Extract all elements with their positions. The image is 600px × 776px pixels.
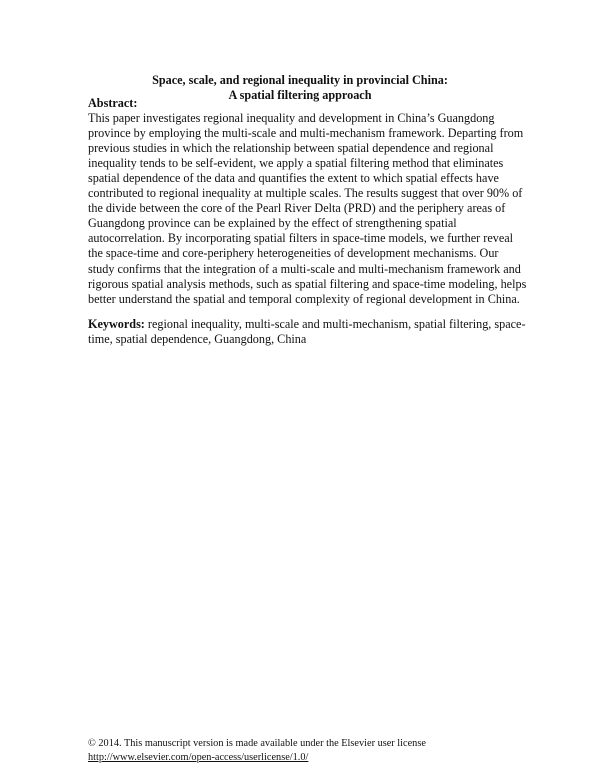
keywords-section (88, 317, 526, 347)
abstract-line: study confirms that the integration of a multi-scale and multi-mechanism framework and (88, 261, 521, 276)
title-line-2: A spatial filtering approach (228, 87, 372, 102)
abstract-line: Guangdong province can be explained by the effect of strengthening spatial (88, 216, 457, 231)
abstract-line: the divide between the core of the Pearl River Delta (PRD) and the periphery areas of (88, 201, 506, 216)
abstract-line: previous studies in which the relationship between spatial dependence and regional (88, 141, 494, 156)
abstract-line: spatial dependence of the data and quantifies the extent to which spatial effects have (88, 171, 499, 186)
abstract-line: This paper investigates regional inequality and development in China’s Guangdong (88, 111, 495, 126)
license-footer (88, 737, 426, 765)
abstract-line: the space-time and core-periphery heterogeneities of development mechanisms. Our (88, 246, 499, 261)
title-line-1: Space, scale, and regional inequality in provincial China: (152, 73, 448, 87)
abstract-section (88, 96, 526, 307)
abstract-line: inequality tends to be self-evident, we apply a spatial filtering method that eliminates (88, 156, 504, 171)
abstract-line: autocorrelation. By incorporating spatial filters in space-time models, we further reveal (88, 231, 514, 246)
keywords-text-cont: time, spatial dependence, Guangdong, China (88, 332, 307, 346)
abstract-heading: Abstract: (88, 96, 138, 110)
abstract-line: province by employing the multi-scale and multi-mechanism framework. Departing from (88, 126, 524, 141)
license-link[interactable]: http://www.elsevier.com/open-access/userlicense/1.0/ (88, 752, 309, 763)
abstract-line: rigorous spatial analysis methods, such as spatial filtering and space-time modeling, helps (88, 276, 527, 291)
copyright-notice: © 2014. This manuscript version is made available under the Elsevier user license (88, 738, 426, 749)
abstract-line: better understand the spatial and temporal complexity of regional development in China. (88, 291, 520, 306)
keywords-text: regional inequality, multi-scale and multi-mechanism, spatial filtering, space- (144, 317, 526, 331)
keywords-label: Keywords: (88, 317, 145, 331)
abstract-line: contributed to regional inequality at multiple scales. The results suggest that over 90% of (88, 186, 523, 201)
